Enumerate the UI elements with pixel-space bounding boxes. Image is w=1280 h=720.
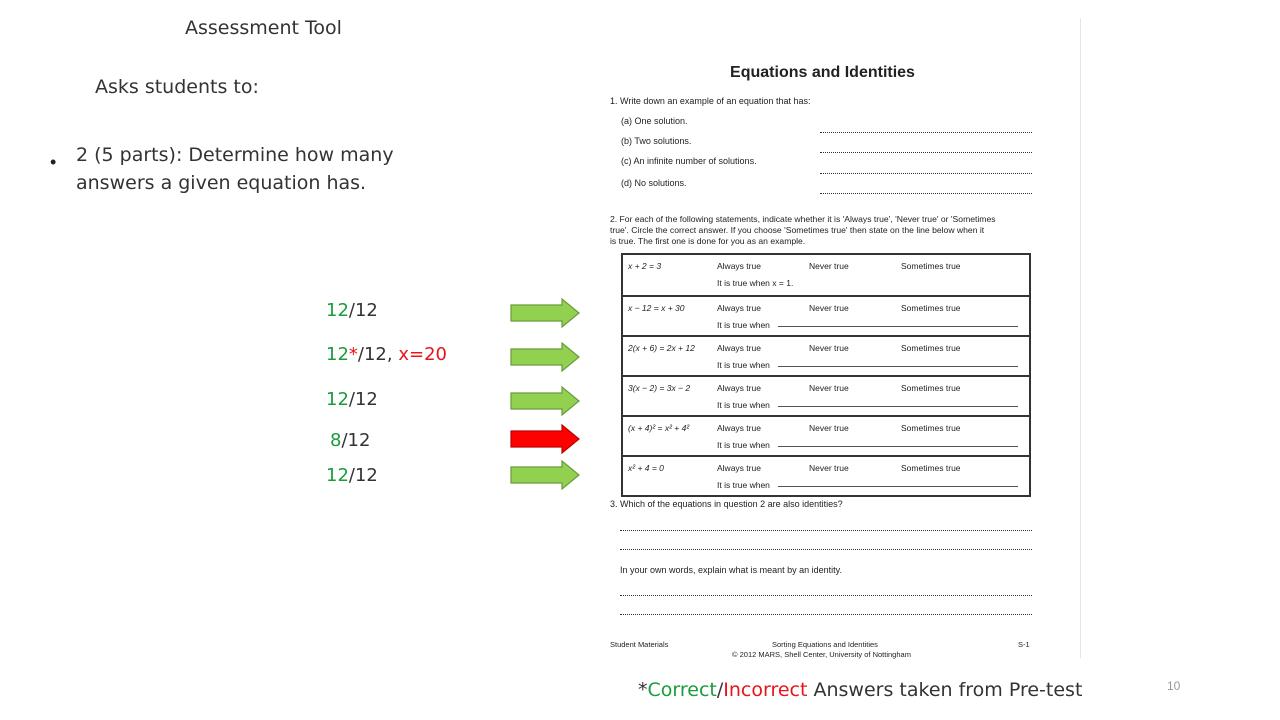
equation: x − 12 = x + 30 <box>628 303 685 313</box>
footer-copyright: © 2012 MARS, Shell Center, University of Nottingham <box>732 650 911 659</box>
option-always-true: Always true <box>717 303 761 313</box>
table-row <box>623 415 1029 455</box>
score-correct: 8 <box>330 430 342 451</box>
question-2-line2: true'. Circle the correct answer. If you choose 'Sometimes true' then state on the line below when it <box>610 225 985 235</box>
page-number: 10 <box>1167 679 1181 693</box>
answer-line <box>778 326 1018 327</box>
answer-line <box>820 132 1032 134</box>
table-row <box>623 335 1029 375</box>
equation: (x + 4)² = x² + 4² <box>628 423 690 433</box>
answer-line <box>778 486 1018 487</box>
answer-line <box>820 152 1032 154</box>
statements-table <box>621 253 1031 497</box>
score-total: /12, <box>357 344 399 365</box>
true-when-label: It is true when <box>717 360 770 370</box>
caption-slash: / <box>716 679 724 701</box>
slide-title: Assessment Tool <box>185 17 342 39</box>
option-never-true: Never true <box>809 261 849 271</box>
score-row-5 <box>326 465 378 486</box>
caption-rest: Answers taken from Pre-test <box>807 679 1083 701</box>
bullet-dot: • <box>50 152 57 172</box>
option-sometimes-true: Sometimes true <box>901 343 961 353</box>
worksheet-divider <box>1080 18 1081 658</box>
answer-line <box>620 595 1032 597</box>
answer-line <box>620 549 1032 551</box>
answer-line <box>620 614 1032 616</box>
answer-line <box>778 366 1018 367</box>
worksheet-title: Equations and Identities <box>730 64 915 81</box>
score-correct: 12 <box>326 389 349 410</box>
score-total: /12 <box>348 300 378 321</box>
true-when-label: It is true when <box>717 480 770 490</box>
score-star: * <box>348 344 358 365</box>
question-1: 1. Write down an example of an equation that has: <box>610 96 811 106</box>
score-correct: 12 <box>326 465 349 486</box>
option-sometimes-true: Sometimes true <box>901 423 961 433</box>
score-total: /12 <box>341 430 371 451</box>
score-row-1 <box>326 300 378 321</box>
option-sometimes-true: Sometimes true <box>901 303 961 313</box>
score-note: x=20 <box>398 344 447 365</box>
true-when-label: It is true when <box>717 440 770 450</box>
score-row-2 <box>326 344 447 365</box>
table-row <box>623 455 1029 495</box>
score-correct: 12 <box>326 344 349 365</box>
true-when-label: It is true when <box>717 400 770 410</box>
question-2-line3: is true. The first one is done for you as an example. <box>610 236 806 246</box>
score-row-3 <box>326 389 378 410</box>
option-sometimes-true: Sometimes true <box>901 383 961 393</box>
answer-line <box>778 406 1018 407</box>
question-3b: In your own words, explain what is meant by an identity. <box>620 565 842 575</box>
caption-star: * <box>638 679 648 701</box>
option-never-true: Never true <box>809 423 849 433</box>
score-total: /12 <box>348 389 378 410</box>
arrow-right-icon <box>510 460 580 490</box>
arrow-right-icon <box>510 424 580 454</box>
option-always-true: Always true <box>717 423 761 433</box>
footer-right: S-1 <box>1018 640 1030 649</box>
option-never-true: Never true <box>809 383 849 393</box>
question-3: 3. Which of the equations in question 2 are also identities? <box>610 499 843 509</box>
question-1a: (a) One solution. <box>621 116 688 126</box>
option-always-true: Always true <box>717 343 761 353</box>
equation: 3(x − 2) = 3x − 2 <box>628 383 691 393</box>
answer-line <box>620 530 1032 532</box>
equation: 2(x + 6) = 2x + 12 <box>628 343 695 353</box>
option-never-true: Never true <box>809 303 849 313</box>
table-row <box>623 375 1029 415</box>
worksheet-image <box>600 50 1050 662</box>
arrow-right-icon <box>510 298 580 328</box>
table-row <box>623 295 1029 335</box>
caption <box>638 679 1082 701</box>
question-1c: (c) An infinite number of solutions. <box>621 156 757 166</box>
option-always-true: Always true <box>717 463 761 473</box>
example-answer: It is true when x = 1. <box>717 278 794 288</box>
option-sometimes-true: Sometimes true <box>901 261 961 271</box>
table-row <box>623 255 1029 295</box>
option-always-true: Always true <box>717 261 761 271</box>
caption-incorrect: Incorrect <box>723 679 808 701</box>
footer-left: Student Materials <box>610 640 669 649</box>
answer-line <box>820 173 1032 175</box>
equation: x + 2 = 3 <box>628 261 662 271</box>
option-always-true: Always true <box>717 383 761 393</box>
equation: x² + 4 = 0 <box>628 463 664 473</box>
slide-subtitle: Asks students to: <box>95 76 259 98</box>
caption-correct: Correct <box>647 679 717 701</box>
answer-line <box>820 193 1032 195</box>
arrow-right-icon <box>510 386 580 416</box>
question-1d: (d) No solutions. <box>621 178 687 188</box>
question-2-line1: 2. For each of the following statements, indicate whether it is 'Always true', 'Never true' or 'Sometimes <box>610 214 996 224</box>
footer-center: Sorting Equations and Identities <box>772 640 878 649</box>
option-never-true: Never true <box>809 343 849 353</box>
bullet-text-line1: 2 (5 parts): Determine how many <box>76 144 394 166</box>
true-when-label: It is true when <box>717 320 770 330</box>
option-sometimes-true: Sometimes true <box>901 463 961 473</box>
answer-line <box>778 446 1018 447</box>
score-row-4 <box>330 430 370 451</box>
bullet-text-line2: answers a given equation has. <box>76 172 367 194</box>
score-correct: 12 <box>326 300 349 321</box>
arrow-right-icon <box>510 342 580 372</box>
question-1b: (b) Two solutions. <box>621 136 692 146</box>
option-never-true: Never true <box>809 463 849 473</box>
score-total: /12 <box>348 465 378 486</box>
